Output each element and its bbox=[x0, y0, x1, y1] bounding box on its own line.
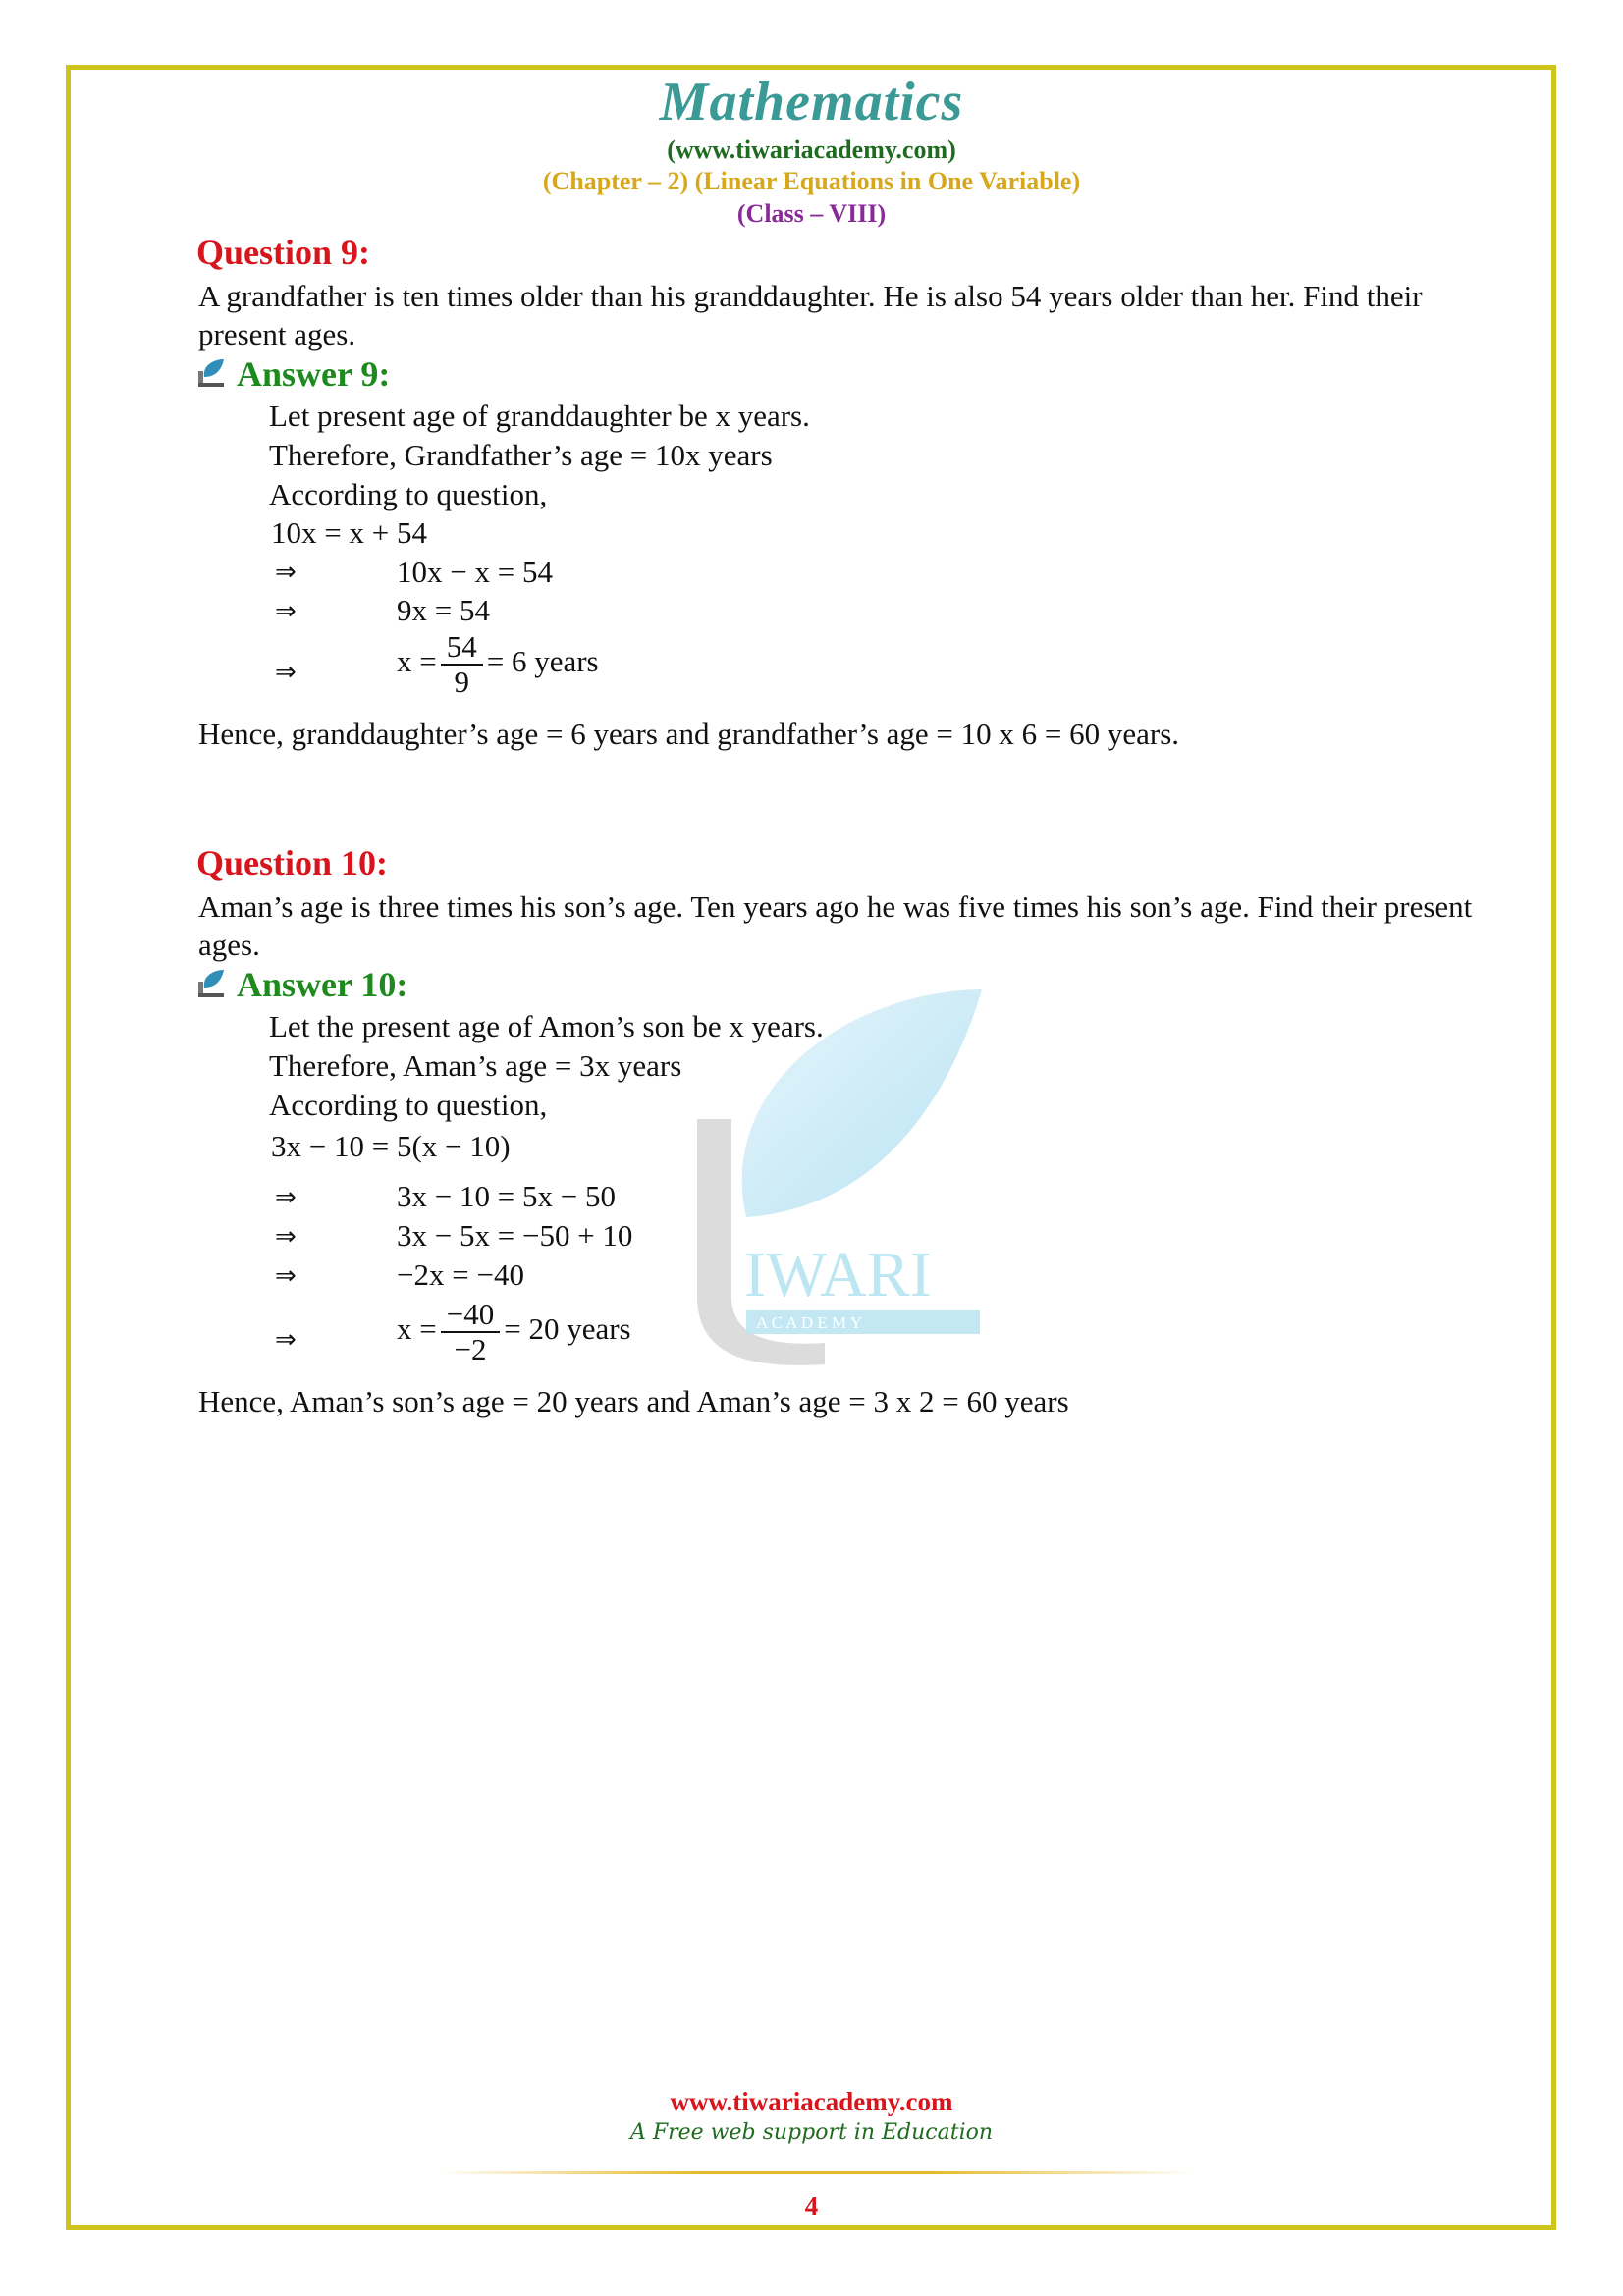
answer-9-line-2: Therefore, Grandfather’s age = 10x years bbox=[269, 438, 773, 472]
fraction-rhs: = 6 years bbox=[486, 644, 599, 679]
header-site: (www.tiwariacademy.com) bbox=[667, 135, 956, 164]
fraction bbox=[441, 630, 483, 699]
header-chapter: (Chapter – 2) (Linear Equations in One Variable) bbox=[542, 167, 1081, 195]
question-10-heading: Question 10: bbox=[196, 843, 389, 882]
footer-divider bbox=[437, 2171, 1193, 2174]
footer-tagline: A Free web support in Education bbox=[629, 2120, 994, 2145]
answer-9-equation-2: 10x − x = 54 bbox=[397, 555, 553, 589]
implies-symbol: ⇒ bbox=[275, 1261, 297, 1291]
implies-symbol: ⇒ bbox=[275, 1222, 297, 1252]
answer-10-line-3: According to question, bbox=[269, 1088, 548, 1122]
fraction-lhs: x = bbox=[397, 1311, 437, 1347]
fraction-rhs: = 20 years bbox=[504, 1311, 631, 1347]
implies-symbol: ⇒ bbox=[275, 1183, 297, 1212]
page-number: 4 bbox=[804, 2191, 819, 2220]
question-10-text: Aman’s age is three times his son’s age. Ten years ago he was five times his son’s age. Find their present ages. bbox=[198, 889, 1473, 962]
implies-symbol: ⇒ bbox=[275, 658, 297, 687]
watermark-brand: IWARI bbox=[744, 1239, 932, 1310]
implies-symbol: ⇒ bbox=[275, 1325, 297, 1355]
answer-9-fraction-equation bbox=[397, 630, 599, 699]
answer-9-line-3: According to question, bbox=[269, 477, 548, 511]
answer-10-line-1: Let the present age of Amon’s son be x years. bbox=[269, 1009, 824, 1043]
answer-9-equation-1: 10x = x + 54 bbox=[271, 515, 427, 550]
question-9-text: A grandfather is ten times older than his granddaughter. He is also 54 years older than her. Find their present ages. bbox=[198, 279, 1423, 351]
answer-10-conclusion: Hence, Aman’s son’s age = 20 years and Aman’s age = 3 x 2 = 60 years bbox=[198, 1384, 1069, 1418]
fraction bbox=[441, 1298, 500, 1366]
answer-10-equation-3: 3x − 5x = −50 + 10 bbox=[397, 1218, 633, 1253]
answer-9-line-1: Let present age of granddaughter be x years. bbox=[269, 399, 810, 433]
answer-9-equation-3: 9x = 54 bbox=[397, 593, 490, 627]
answer-10-fraction-equation bbox=[397, 1298, 631, 1366]
fraction-denominator: −2 bbox=[454, 1332, 487, 1366]
fraction-denominator: 9 bbox=[454, 665, 469, 699]
fraction-numerator: −40 bbox=[441, 1298, 500, 1333]
watermark-sub: A C A D E M Y bbox=[756, 1313, 863, 1332]
answer-icon bbox=[196, 357, 226, 389]
page-title: Mathematics bbox=[659, 72, 964, 133]
fraction-numerator: 54 bbox=[441, 630, 483, 666]
header-class: (Class – VIII) bbox=[736, 199, 887, 228]
answer-10-heading: Answer 10: bbox=[237, 965, 408, 1004]
answer-10-equation-2: 3x − 10 = 5x − 50 bbox=[397, 1179, 616, 1213]
fraction-lhs: x = bbox=[397, 644, 437, 679]
answer-icon bbox=[196, 968, 226, 999]
answer-10-equation-1: 3x − 10 = 5(x − 10) bbox=[271, 1129, 511, 1163]
answer-10-equation-4: −2x = −40 bbox=[397, 1257, 524, 1292]
implies-symbol: ⇒ bbox=[275, 558, 297, 587]
answer-9-conclusion: Hence, granddaughter’s age = 6 years and grandfather’s age = 10 x 6 = 60 years. bbox=[198, 717, 1180, 751]
question-9-heading: Question 9: bbox=[196, 233, 371, 272]
answer-10-line-2: Therefore, Aman’s age = 3x years bbox=[269, 1048, 682, 1083]
implies-symbol: ⇒ bbox=[275, 597, 297, 626]
footer-site-link[interactable]: www.tiwariacademy.com bbox=[670, 2087, 953, 2116]
answer-9-heading: Answer 9: bbox=[237, 354, 391, 394]
